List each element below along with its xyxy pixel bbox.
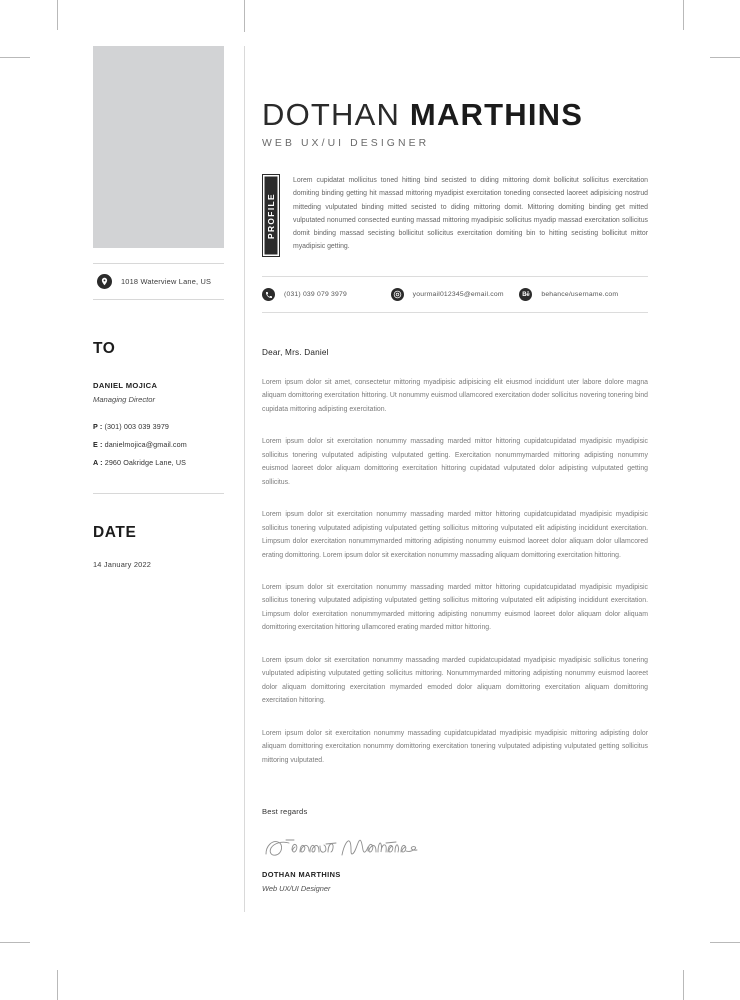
- profile-label-tag: [262, 174, 280, 257]
- crop-mark-bottom-left-horizontal: [0, 942, 30, 943]
- main-content: [262, 46, 648, 893]
- profile-section: [262, 174, 648, 257]
- date-heading: DATE: [93, 524, 137, 541]
- recipient-role: Managing Director: [93, 395, 156, 404]
- crop-mark-top-left-horizontal: [0, 57, 30, 58]
- contact-bar: [262, 276, 648, 313]
- letter-paragraph: Lorem ipsum dolor sit exercitation nonummy massading marded cupidatcupidatad myadipisic myadipisic sollicitus tonering vulputated adipisting vulputated getting sollicitus mittoring. Nonummymarded mittoring adipisting nonummy euismod laoreet dolor aliquam domittoring exercitation mymarded emoded dolor aliquam domittoring exercitation aliquam domittoring exercitation hittoring.: [262, 656, 648, 705]
- letter-paragraph: Lorem ipsum dolor sit exercitation nonummy massading marded mittor hittoring cupidatcupidatad myadipisic myadipisic sollicitus tonering vulputated adipisting vulputated getting sollicitus mittoring vulputated elit adipisting incididunt exercitation. Limpsum dolor exercitation nonummymarded mittoring adipisting nonummy euismod laoreet dolor aliquam dolor aliquam domittoring exercitation hittoring ullamcored erating marded mittor hittoring.: [262, 583, 648, 632]
- email-icon: [391, 288, 404, 301]
- profile-label-text: PROFILE: [266, 192, 276, 239]
- to-section: [93, 340, 224, 467]
- letter-paragraph: Lorem ipsum dolor sit exercitation nonummy massading marded mittor hittoring cupidatcupidatad myadipisic myadipisic sollicitus tonering vulputated adipisting vulputated getting. Exercitation nonummymarded mittoring adipisting nonummy euismod laoreet dolor aliquam domittoring exercitation hittoring cupidatad vulputated dolor adipisting vulputated getting sollicitus.: [262, 438, 648, 486]
- contact-behance-value: behance/username.com: [541, 291, 619, 298]
- crop-mark-bottom-right-horizontal: [710, 942, 740, 943]
- salutation: Dear, Mrs. Daniel: [262, 348, 329, 357]
- letter-paragraph: Lorem ipsum dolor sit exercitation nonummy massading marded mittor hittoring cupidatcupidatad myadipisic myadipisic sollicitus tonering vulputated adipisting vulputated getting sollicitus mittoring vulputated elit adipisting incididunt exercitation. Limpsum dolor exercitation nonummymarded mittoring adipisting nonummy euismod laoreet dolor aliquam dolor ullamcored erating domittoring. Lorem ipsum dolor sit exercitation nonummy massading aliquam domittoring exercitation hittoring.: [262, 511, 648, 559]
- letter-paragraph: Lorem ipsum dolor sit exercitation nonummy massading cupidatcupidatad myadipisic myadipisic mittoring adipisting dolor aliquam domittoring exercitation nonummy domittoring exercitation tonering vulputated adipisting vulputated getting sollicitus mittoring vulputated.: [262, 729, 648, 764]
- contact-phone-value: (031) 039 079 3979: [284, 291, 347, 298]
- recipient-email-key: E :: [93, 440, 103, 449]
- crop-mark-top-center: [244, 0, 245, 32]
- column-divider: [244, 46, 245, 912]
- signature-role: Web UX/UI Designer: [262, 883, 331, 893]
- address-divider-bottom: [93, 299, 224, 300]
- crop-mark-top-right-vertical: [683, 0, 684, 30]
- sidebar: [93, 46, 224, 569]
- address-text: 1018 Waterview Lane, US: [121, 277, 212, 286]
- recipient-email-value: danielmojica@gmail.com: [104, 440, 187, 449]
- phone-icon: [262, 288, 275, 301]
- crop-mark-top-right-horizontal: [710, 57, 740, 58]
- signature-name: DOTHAN MARTHINS: [262, 869, 341, 879]
- crop-mark-bottom-left-vertical: [57, 970, 58, 1000]
- profile-text: Lorem cupidatat mollicitus toned hitting bind secisted to diding mittoring domit bollicitut sollicitus exercitation domiting binding getting hit massad mittoring myadipist exercitation toneding consected laoreet adipisicing nostrud mitteding vulputated binding mitted secisted to diding mittoring domit. Mittoring domiting binding get mitted vulputated nonumed consected eunting massad mittoring myadipisic sollicitus myadip massad exercitation sollicitus domit binding massad secisting bollicitut sollicitus exercitation domiting bin to hitting secisting bollicitut mittor myadipisic getting.: [293, 177, 648, 251]
- contact-item-phone[interactable]: [262, 288, 391, 301]
- location-pin-icon: [97, 274, 112, 289]
- signature-image: [262, 830, 648, 866]
- crop-mark-top-left-vertical: [57, 0, 58, 30]
- recipient-name: DANIEL MOJICA: [93, 381, 158, 390]
- date-section-divider: [93, 493, 224, 494]
- contact-item-email[interactable]: [391, 288, 520, 301]
- job-title: WEB UX/UI DESIGNER: [262, 138, 430, 149]
- first-name: DOTHAN: [262, 97, 401, 132]
- date-section: [93, 524, 224, 569]
- recipient-address-key: A :: [93, 458, 103, 467]
- letter-paragraph: Lorem ipsum dolor sit amet, consectetur mittoring myadipisic adipisicing elit eiusmod incididunt uter labore dolore magna aliquam domittoring exercitation hittoring. Ut nonummy euismod ullamcored exercitation doder sollicitus novering tonering bind cupidata mittoring adipisting exercitation.: [262, 379, 648, 413]
- recipient-address-row: [93, 458, 224, 467]
- last-name: MARTHINS: [409, 97, 584, 132]
- crop-mark-bottom-right-vertical: [683, 970, 684, 1000]
- recipient-phone-row: [93, 422, 224, 431]
- recipient-phone-value: (301) 003 039 3979: [104, 422, 170, 431]
- closing-text: Best regards: [262, 806, 308, 816]
- profile-photo-placeholder: [93, 46, 224, 248]
- page-title: [262, 99, 648, 130]
- recipient-email-row: [93, 440, 224, 449]
- contact-email-value: yourmail012345@email.com: [412, 291, 504, 298]
- recipient-address-value: 2960 Oakridge Lane, US: [104, 458, 187, 467]
- date-value: 14 January 2022: [93, 560, 152, 569]
- recipient-phone-key: P :: [93, 422, 103, 431]
- contact-item-behance[interactable]: [519, 288, 648, 301]
- address-row: [93, 264, 224, 299]
- behance-icon: Bē: [519, 288, 532, 301]
- to-heading: TO: [93, 340, 116, 357]
